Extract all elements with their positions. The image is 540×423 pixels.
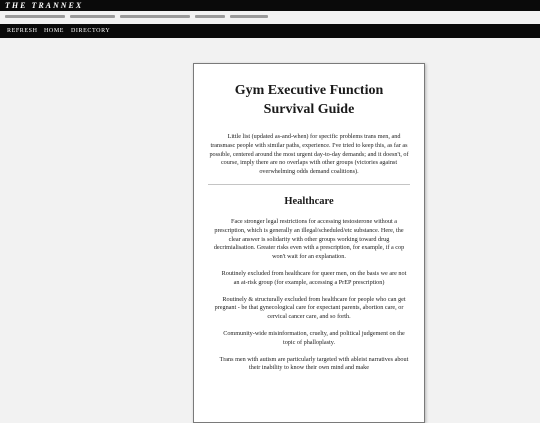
article-title: Gym Executive Function Survival Guide (234, 83, 384, 117)
site-header (0, 0, 540, 11)
section-divider (208, 184, 410, 185)
intro-paragraph: Little list (updated as-and-when) for specific problems trans men, and transmasc people with similar paths, experience. I've tried to keep this, as far as possible, centered around the most urgent day-to-day demands; and it doesn't, of course, imply there are no overlaps with other groups (victories against overwhelming odds demand coalitions). (209, 133, 409, 176)
site-title[interactable]: THE TRANNEX (5, 1, 84, 10)
healthcare-paragraph: Routinely excluded from healthcare for queer men, on the basis we are not an at-risk group (for example, accessing a PrEP prescription) (221, 269, 407, 286)
section-heading: Healthcare (284, 195, 334, 207)
nav-refresh-link[interactable]: REFRESH (7, 28, 38, 34)
healthcare-paragraph: Trans men with autism are particularly targeted with ableist narratives about their inability to know their own mind and make (219, 355, 409, 372)
healthcare-paragraph: Routinely & structurally excluded from healthcare for people who can get pregnant - be that gynecological care for expectant parents, abortion care, or cervical cancer care, and so forth. (214, 295, 406, 321)
nav-bar (0, 24, 540, 38)
obscured-text-strip (0, 11, 540, 22)
healthcare-paragraph: Community-wide misinformation, cruelty, and political judgement on the topic of phalloplasty. (223, 329, 405, 346)
nav-directory-link[interactable]: DIRECTORY (71, 28, 111, 34)
nav-home-link[interactable]: HOME (44, 28, 65, 34)
healthcare-paragraph: Face stronger legal restrictions for accessing testosterone without a prescription, which is generally an illegal/scheduled/etc substance. Here, the clear answer is solidarity with other groups working toward drug decrimialisation. Greater risks even with a prescription, for example, if a cop won't wait for an explanation. (213, 217, 405, 261)
article-card (193, 63, 425, 423)
